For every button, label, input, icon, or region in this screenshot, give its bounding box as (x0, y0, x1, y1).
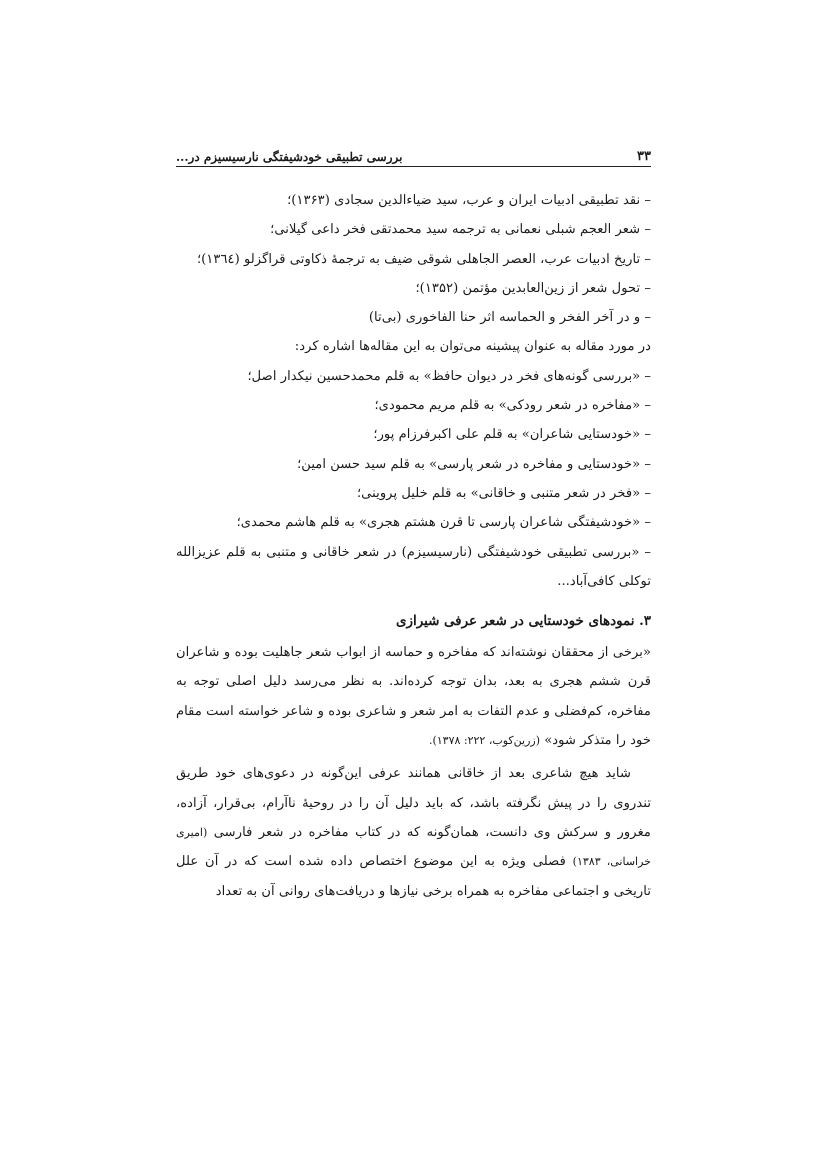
source-item: – و در آخر الفخر و الحماسه اثر حنا الفاخوری (بی‌تا) (368, 310, 651, 326)
page-body (176, 186, 651, 906)
source-item: – تاریخ ادبیات عرب، العصر الجاهلی شوقی ضیف به ترجمهٔ ذکاوتی قراگزلو (۱۳٦٤)؛ (196, 251, 651, 267)
article-item: – «خودستایی و مفاخره در شعر پارسی» به قلم سید حسن امین؛ (297, 456, 651, 472)
article-item: – «بررسی تطبیقی خودشیفتگی (نارسیسیزم) در شعر خاقانی و متنبی به قلم عزیزالله توکلی کافی‌آباد... (176, 544, 651, 589)
articles-intro: در مورد مقاله به عنوان پیشینه می‌توان به این مقاله‌ها اشاره کرد: (294, 339, 651, 355)
source-item: – تحول شعر از زین‌العابدین مؤتمن (۱۳۵۲)؛ (415, 280, 651, 296)
article-item: – «خودستایی شاعران» به قلم علی اکبرفرزام پور؛ (373, 427, 651, 443)
page-header (176, 140, 651, 167)
citation: (امیری خراسانی، ۱۳۸۳) (176, 825, 651, 869)
article-item: – «مفاخره در شعر رودکی» به قلم مریم محمودی؛ (374, 398, 651, 414)
paragraph (176, 759, 651, 905)
source-item: – شعر العجم شبلی نعمانی به ترجمه سید محمدتقی فخر داعی گیلانی؛ (270, 222, 651, 238)
running-title: بررسی تطبیقی خودشیفتگی نارسیسیزم در... (176, 150, 403, 164)
article-item: – «خودشیفتگی شاعران پارسی تا قرن هشتم هجری» به قلم هاشم محمدی؛ (236, 515, 651, 531)
section-heading: ۳. نمودهای خودستایی در شعر عرفی شیرازی (396, 613, 651, 630)
paragraph-text: فصلی ویژه به این موضوع اختصاص داده شده است که در آن علل تاریخی و اجتماعی مفاخره به همراه برخی نیازها و دریافت‌های روانی آن به تعداد (176, 854, 651, 899)
paragraph-text: شاید هیچ شاعری بعد از خاقانی همانند عرفی این‌گونه در دعوی‌های خود طریق تندروی را در پیش نگرفته باشد، که باید دلیل آن را در روحیهٔ ناآرام، بی‌قرار، آزاده، مغرور و سرکش وی دانست، همان‌گونه که در کتاب مفاخره در شعر فارسی (176, 766, 651, 840)
source-item: – نقد تطبیقی ادبیات ایران و عرب، سید ضیاءالدین سجادی (۱۳۶۳)؛ (287, 193, 651, 208)
sources-list (176, 186, 651, 332)
article-item: – «فخر در شعر متنبی و خاقانی» به قلم خلیل پروینی؛ (356, 485, 651, 501)
article-item: – «بررسی گونه‌های فخر در دیوان حافظ» به قلم محمدحسین نیکدار اصل؛ (247, 368, 651, 384)
paragraph (176, 638, 651, 755)
paragraph-text: «برخی از محققان نوشته‌اند که مفاخره و حماسه از ابواب شعر جاهلیت بوده و شاعران قرن ششم هجری به بعد، بدان توجه کرده‌اند. به نظر می‌رسد دلیل اصلی توجه به مفاخره، کم‌فضلی و عدم التفات به امر شعر و شاعری بوده و شاعر خواسته است مقام خود را متذکر شود» (176, 645, 651, 749)
page-number: ۳۳ (637, 149, 651, 164)
citation: (زرین‌کوب، ۲۲۲: ۱۳۷۸). (428, 734, 541, 748)
articles-list (176, 362, 651, 596)
